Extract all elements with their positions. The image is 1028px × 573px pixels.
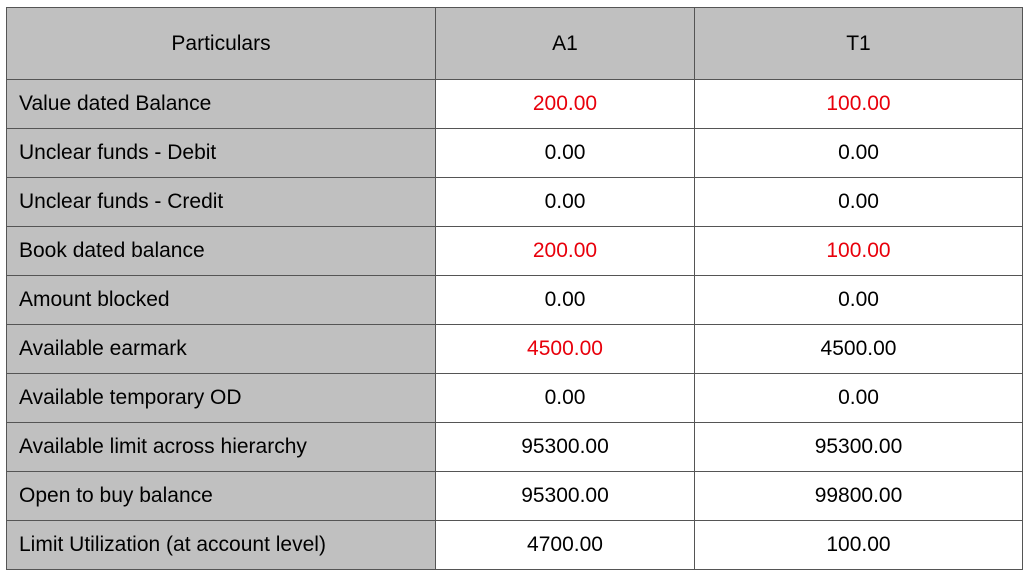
value-a1: 0.00 [436,129,695,178]
header-t1: T1 [695,8,1023,80]
table-row [7,227,1023,276]
row-label: Unclear funds - Debit [7,129,436,178]
value-a1: 0.00 [436,276,695,325]
value-t1: 100.00 [695,521,1023,570]
row-label: Limit Utilization (at account level) [7,521,436,570]
table-row [7,374,1023,423]
table-row [7,325,1023,374]
value-a1: 95300.00 [436,472,695,521]
row-label: Available temporary OD [7,374,436,423]
row-label: Available limit across hierarchy [7,423,436,472]
value-a1: 0.00 [436,178,695,227]
row-label: Book dated balance [7,227,436,276]
table-body [7,80,1023,570]
row-label: Amount blocked [7,276,436,325]
value-t1: 0.00 [695,129,1023,178]
value-a1: 4500.00 [436,325,695,374]
value-t1: 99800.00 [695,472,1023,521]
row-label: Open to buy balance [7,472,436,521]
value-t1: 0.00 [695,374,1023,423]
value-t1: 0.00 [695,276,1023,325]
table-row [7,80,1023,129]
value-a1: 95300.00 [436,423,695,472]
table-row [7,276,1023,325]
table-row [7,472,1023,521]
table-header-row [7,8,1023,80]
row-label: Unclear funds - Credit [7,178,436,227]
value-a1: 200.00 [436,227,695,276]
header-a1: A1 [436,8,695,80]
value-t1: 100.00 [695,227,1023,276]
value-t1: 100.00 [695,80,1023,129]
value-t1: 95300.00 [695,423,1023,472]
value-t1: 4500.00 [695,325,1023,374]
table-row [7,129,1023,178]
table-row [7,178,1023,227]
value-a1: 4700.00 [436,521,695,570]
row-label: Available earmark [7,325,436,374]
value-a1: 200.00 [436,80,695,129]
header-particulars: Particulars [7,8,436,80]
value-a1: 0.00 [436,374,695,423]
balance-table [6,7,1023,570]
value-t1: 0.00 [695,178,1023,227]
table-row [7,423,1023,472]
table-row [7,521,1023,570]
row-label: Value dated Balance [7,80,436,129]
